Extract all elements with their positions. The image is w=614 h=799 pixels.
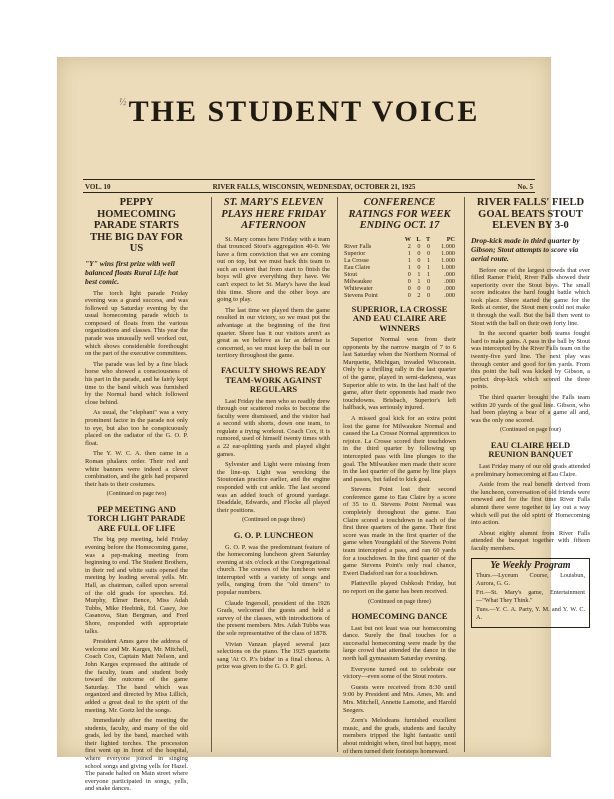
standings-value: 1 [417,277,421,285]
standings-value: 1.000 [441,242,455,250]
column-divider [211,197,212,752]
standings-value: 0 [426,284,431,292]
standings-value: 1.000 [441,249,455,257]
article-paragraph: The last time we played them the game resulted in our victory, so we must put the advantage at the beginning of the first quarter. Shore has it our visitors aren't as great as we believe as far as defense is concerned, so we must keep the ball in our territory throughout the game. [217,306,330,360]
article-paragraph: The big pep meeting, held Friday evening before the Homecoming game, was a pep-making meeting from beginning to end. The Student Brothers, in their red and white suits opened the meeting by leading several yells. Mr. Hall, as chairman, called upon several of the old grads for speeches. Ed. Murphy, Elmer Bence, Miss Adah Tubbs, Mike Heebink, Ed. Casey, Joe Casanova, Stan Bergman, and Fred Shore, responded with appropriate talks. [85,536,188,635]
standings-value: 2 [407,242,411,250]
standings-value: 0 [407,284,411,292]
standings-value: 0 [407,277,411,285]
standings-row [343,257,456,264]
standings-value: 0 [407,270,411,278]
article-paragraph: A missed goal kick for an extra point lost the game for Milwaukee Normal and caused the La Crosse Normal apprentices to rejoice. La Crosse scored their touchdown in the third quarter by following up intercepted pass with line plunges to the goal. The Milwaukee men made their score in the last quarter of the game by line plays and passes, but failed to kick goal. [343,414,456,483]
standings-value: 1 [407,263,411,271]
headline-st-marys: ST. MARY'S ELEVEN PLAYS HERE FRIDAY AFTERNOON [221,197,326,231]
standings-header-cell: PC [446,235,455,243]
weekly-program-item: Thurs.—Lyceum Course, Louisbun, Aurora, G. G. [476,572,585,587]
article-paragraph: As usual, the "elephant" was a very prominent factor in the parade not only to eye, but also too he conspicuously placed on the radiator of the G. O. P. float. [85,409,188,447]
standings-value: 0 [426,249,431,257]
standings-value: .000 [444,284,455,292]
headline-field-goal: RIVER FALLS' FIELD GOAL BEATS STOUT ELEVEN BY 3-0 [476,197,585,231]
article-paragraph: Everyone turned out to celebrate our victory—even some of the Stout rooters. [343,665,456,681]
weekly-program-box [471,558,590,628]
article-paragraph: Immediately after the meeting the students, faculty, and many of the old grads, led by the band, marched with their lighted torches. The procession first went up in front of the hospital, where everyone joined in singing school songs and giving yells for Hazel. The parade halted on Main street where everyone participated in songs, yells, and snake dances. [85,717,188,793]
dateline: RIVER FALLS, WISCONSIN, WEDNESDAY, OCTOBER 21, 1925 [212,183,416,191]
column-2 [217,197,330,674]
article-paragraph: The parade was led by a fine black horse who showed a consciousness of his part in the parade, and he fairly kept time to the band which was furnished by the Normal band which followed close behind. [85,360,188,406]
article-paragraph: Superior Normal won from their opponents by the narrow margin of 7 to 6 last Saturday when the Northern Normal of Marquette, Michigan, invaded Wisconsin. Only by a thrilling rally in the last quarter of the game, played in semi-darkness, was Superior able to win. In the last half of the game, after their opponents had made two touchdowns. Brisbach, Superior's left halfback, was seriously injured. [343,336,456,412]
newspaper-page [57,57,590,793]
continued-note: (Continued on page four) [500,427,561,434]
standings-value: .000 [444,270,455,278]
standings-row [343,285,456,292]
article-paragraph: Last Friday the men who so readily drew through our scattered rooks to become the faculty were dismissed, and the visitor had a second with shorts, down one team, to regulate a trying workout. Coach Cox, it is rumored, used of himself twenty times with a 22 ear-splitting yards and played slight games. [217,397,330,458]
standings-team: Eau Claire [344,263,371,271]
standings-header-cell [343,236,399,243]
article-paragraph: Aside from the real benefit derived from the luncheon, conversation of old friends were renewed and for the first time River Falls alumni there were together to lay out a way which will put the old spirit of Homecoming into action. [471,481,590,527]
weekly-program-item: Fri.—St. Mary's game, Entertainment—"What They Think." [476,589,585,604]
article-paragraph: Guests were received from 8:30 until 9:00 by President and Mrs. Ames, Mr. and Mrs. Mitchell, Annette Lamotte, and Harold Seegers. [343,683,456,714]
column-divider [337,197,338,752]
continued-note: (Continued on page three) [368,598,431,605]
article-paragraph: The torch light parade Friday evening was a grand success, and was followed up Saturday evening by the usual homecoming parade which is composed of floats from the various organizations and classes. This year the parade was unusually well worked out, which shows considerable forethought on the part of the executive committees. [85,289,188,358]
article-paragraph: President Ames gave the address of welcome and Mr. Karges, Mr. Mitchell, Coach Cox, Captain Matt Nelson, and John Karges expressed the attitude of the faculty, team and student body toward the outcome of the game Saturday. The band which was organized and directed by Miss Lillich, added a great deal to the spirit of the meeting. Mr. Goetz led the songs. [85,638,188,714]
article-paragraph: Last but not least was our homecoming dance. Surely the final touches for a successful homecoming were made by the large crowd that attended the dance in the north hall gymnasium Saturday evening. [343,624,456,663]
article-paragraph: About eighty alumni from River Falls attended the banquet together with fifteen faculty members. [471,529,590,552]
column-1 [85,197,188,796]
article-paragraph: In the second quarter both teams fought hard to make gains. A pass in the ball by Stout was intercepted by the River Falls team on the twenty-five yard line. The next play was through center and good for ten yards. From this point the ball was kicked by Gibson, a perfect drop-kick which scored the three points. [471,330,590,391]
standings-value: 0 [417,263,421,271]
standings-value: 0 [407,291,411,299]
column-divider [464,197,465,752]
article-paragraph: Last Friday many of our old grads attended a preliminary homecoming at Eau Claire. [471,462,590,478]
headline-homecoming-dance: HOMECOMING DANCE [351,611,448,622]
headline-homecoming-parade: PEPPY HOMECOMING PARADE STARTS THE BIG DAY FOR US [90,197,183,254]
standings-value: 0 [417,249,421,257]
masthead-rule-top [83,179,535,180]
continued-note: (Continued on page two) [106,491,167,498]
standings-value: 0 [426,277,431,285]
standings-value: 1 [426,256,431,264]
article-paragraph: The third quarter brought the Falls team within 20 yards of the goal line. Gibson, who had been playing a bear of a game all and, was the only one scored. [471,394,590,424]
standings-value: 1 [407,256,411,264]
standings-team: Whitewater [344,284,373,292]
headline-faculty-teamwork: FACULTY SHOWS READY TEAM-WORK AGAINST REGULARS [220,365,326,394]
standings-value: 0 [417,284,421,292]
dateline-bar [85,183,533,191]
weekly-program-item: Tues.—Y. C. A. Party, Y. M. and Y. W. C. A. [476,606,585,622]
article-paragraph: St. Mary comes here Friday with a team that trounced Stout's aggregation 40-0. We have a firm conviction that we are coming out on top, but we must back this team to such an extent that from start to finish the boys will give everything they have. We can't expect to let St. Mary's have the lead this time. Shore and the other boys are going to play. [217,235,330,304]
issue-number: No. 5 [517,183,533,191]
standings-table [343,236,456,299]
standings-row [343,264,456,271]
standings-value: 2 [417,291,421,299]
continued-note: (Continued on page three) [242,517,305,524]
standings-team: Stevens Point [344,291,378,299]
standings-value: .000 [444,291,455,299]
standings-header-cell: T [425,235,431,243]
standings-team: Milwaukee [344,277,372,285]
standings-row [343,292,456,299]
pencil-mark: ½ [119,97,127,108]
standings-value: 1 [407,249,411,257]
article-paragraph: Stevens Point lost their second conference game to Eau Claire by a score of 35 to 0. Stevens Point Normal was completely throughout the game. Eau Claire scored a touchdown in each of the first three quarters of the game. Their first score was made in the first quarter of the game when Youngdahl of the Stevens Point team intercepted a pass, and ran 60 yards for a touchdown. In the first quarter of the game Stevens Point's only real chance, Ewert Dadsford ran for a touchdown. [343,486,456,577]
standings-header-cell: W [404,235,411,243]
standings-value: 1 [426,263,431,271]
standings-row [343,250,456,257]
article-paragraph: Zorn's Melodeans furnished excellent music, and the grads, students and faculty members tripped the light fantastic until about midnight when, tired but happy, most of them turned their footsteps homeward. [343,717,456,755]
article-paragraph: Vivian Vanzan played several jazz selections on the piano. The 1925 quartette sang 'At O. P.'s bidne' in a final chorus. A prize was given to the G. O. P. girl. [217,640,330,671]
standings-team: River Falls [344,242,372,250]
volume: VOL. 10 [85,183,111,191]
headline-conference-ratings: CONFERENCE RATINGS FOR WEEK ENDING OCT. 17 [348,197,451,231]
masthead: THE STUDENT VOICE [128,95,480,128]
weekly-program-title: Ye Weekly Program [490,559,571,571]
deck-field-goal: Drop-kick made in third quarter by Gibson; Stout attempts to score via aerial route. [471,235,580,263]
standings-team: La Crosse [344,256,369,264]
standings-value: 0 [426,242,431,250]
standings-row [343,243,456,250]
article-paragraph: Claude Ingersoll, president of the 1926 Grads, welcomed the guests and held a survey of the classes, with introductions of the present members. Mrs. Adah Tubbs was the sole representative of the class of 1878. [217,599,330,638]
standings-value: 0 [426,291,431,299]
standings-value: 1.000 [441,263,455,271]
standings-row [343,271,456,278]
headline-pep-meeting: PEP MEETING AND TORCH LIGHT PARADE ARE FULL OF LIFE [87,503,186,533]
masthead-rule-bottom [83,192,535,193]
article-paragraph: Sylvester and Light were missing from the line-up. Light was wrecking the Stoutonian practice earlier, and the engine responded with cut ankle. The last second was an added touch of ground yardage. Deaddale, Edwards, and Flocke all played their positions. [217,461,330,514]
standings-value: 1.000 [441,256,455,264]
article-paragraph: Platteville played Oshkosh Friday, but no report on the game has been received. [343,580,456,595]
standings-header-row [343,236,456,243]
headline-gop-luncheon: G. O. P. LUNCHEON [233,530,314,540]
standings-value: 1 [426,270,431,278]
headline-eau-claire-banquet: EAU CLAIRE HELD REUNION BANQUET [488,439,573,460]
column-4 [471,197,590,628]
standings-value: .000 [444,277,455,285]
standings-value: 1 [417,270,421,278]
standings-value: 0 [417,256,421,264]
standings-team: Stout [344,270,358,278]
standings-team: Superior [344,249,366,257]
headline-winners: SUPERIOR, LA CROSSE AND EAU CLAIRE ARE WINNERS [351,303,448,333]
standings-value: 0 [417,242,421,250]
article-paragraph: The Y. W. C. A. then came in a Roman phalanx order. Their red and white banners were indeed a clever combination, and the girls had prepared their hats to their costumes. [85,450,188,488]
deck-homecoming-parade: "Y" wins first prize with well balanced floats Rural Life hat best comic. [85,258,178,286]
standings-row [343,278,456,285]
standings-header-cell: L [416,235,421,243]
article-paragraph: Before one of the largest crowds that ever filled Ramer Field, River Falls showed their superiority over the Stout boys. The small score indicates the hard fought battle which took place. Shore started the game for the Reds at center, the Stout men could not make it through the wall. But the ball then went to Stout with the ball on their own forty line. [471,266,590,327]
column-3 [343,197,456,758]
article-paragraph: G. O. P. was the predominant feature of the homecoming luncheon given Saturday evening at six o'clock at the Congregational church. The courses of the luncheon were interrupted with a variety of songs and yells, ranging from the "old timers" to popular numbers. [217,543,330,597]
